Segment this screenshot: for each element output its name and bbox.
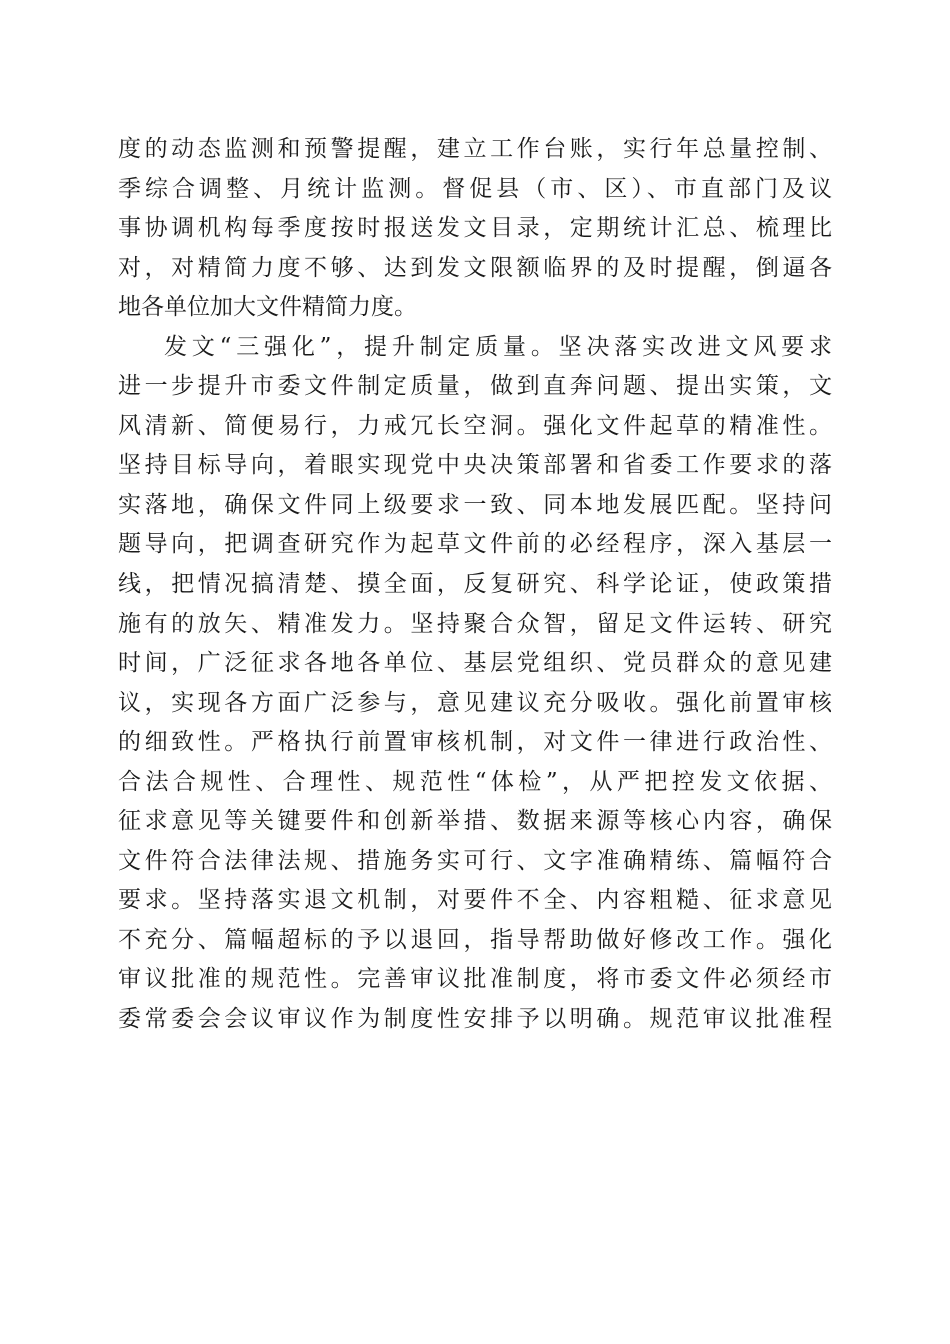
text-line: 风清新、简便易行，力戒冗长空洞。强化文件起草的精准性。 [118,412,832,439]
text-line: 实落地，确保文件同上级要求一致、同本地发展匹配。坚持问 [118,491,832,518]
text-line: 的细致性。严格执行前置审核机制，对文件一律进行政治性、 [118,729,832,756]
document-body [118,130,832,1040]
paragraph-1 [118,130,832,328]
text-line: 发文“三强化”，提升制定质量。坚决落实改进文风要求 [164,333,832,360]
text-line: 文件符合法律法规、措施务实可行、文字准确精练、篇幅符合 [118,847,832,874]
text-line: 度的动态监测和预警提醒，建立工作台账，实行年总量控制、 [118,136,832,162]
text-line: 题导向，把调查研究作为起草文件前的必经程序，深入基层一 [118,531,832,558]
text-line: 地各单位加大文件精简力度。 [118,294,417,321]
text-line: 施有的放矢、精准发力。坚持聚合众智，留足文件运转、研究 [118,610,832,637]
text-line: 进一步提升市委文件制定质量，做到直奔问题、提出实策，文 [118,373,832,400]
text-line: 时间，广泛征求各地各单位、基层党组织、党员群众的意见建 [118,650,832,677]
text-line: 合法合规性、合理性、规范性“体检”，从严把控发文依据、 [118,768,832,795]
text-line: 事协调机构每季度按时报送发文目录，定期统计汇总、梳理比 [118,215,832,242]
text-line: 线，把情况搞清楚、摸全面，反复研究、科学论证，使政策措 [118,571,832,598]
paragraph-2 [118,328,832,1040]
text-line: 审议批准的规范性。完善审议批准制度，将市委文件必须经市 [118,966,832,993]
text-line: 要求。坚持落实退文机制，对要件不全、内容粗糙、征求意见 [118,887,832,914]
text-line: 不充分、篇幅超标的予以退回，指导帮助做好修改工作。强化 [118,926,832,953]
text-line: 对，对精简力度不够、达到发文限额临界的及时提醒，倒逼各 [118,254,832,281]
text-line: 坚持目标导向，着眼实现党中央决策部署和省委工作要求的落 [118,452,832,479]
text-line: 委常委会会议审议作为制度性安排予以明确。规范审议批准程 [118,1006,832,1033]
text-line: 季综合调整、月统计监测。督促县（市、区）、市直部门及议 [118,175,832,202]
text-line: 征求意见等关键要件和创新举措、数据来源等核心内容，确保 [118,808,832,835]
text-line: 议，实现各方面广泛参与，意见建议充分吸收。强化前置审核 [118,689,832,716]
